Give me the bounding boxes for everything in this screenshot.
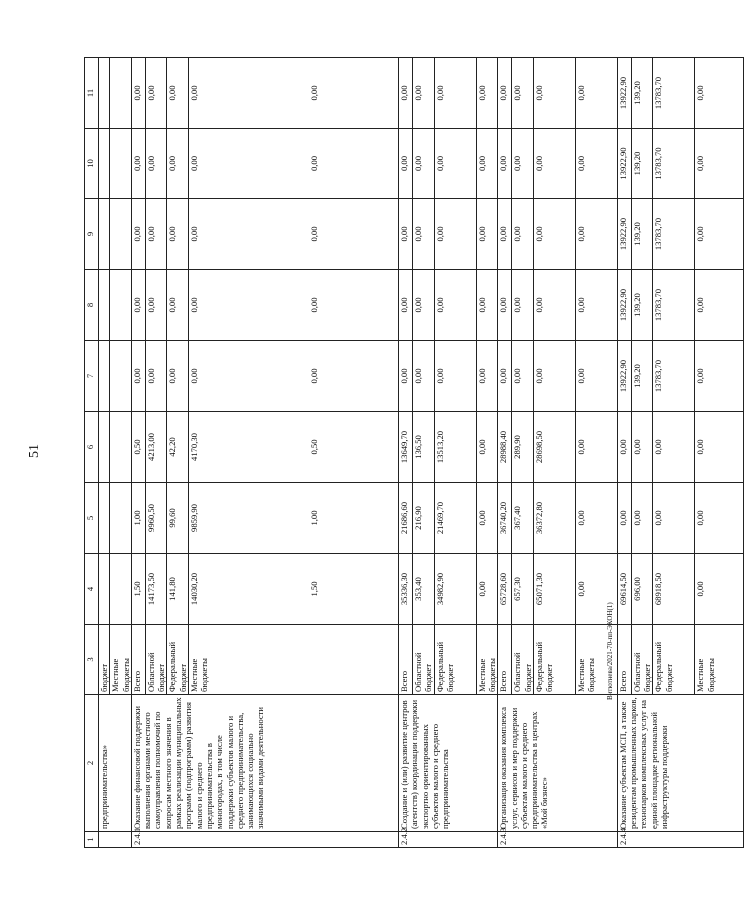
value-cell: 139,20 — [631, 270, 653, 341]
row-number: 2.4.4 — [617, 832, 744, 848]
value-cell: 0,00 — [695, 554, 744, 625]
header-cell: 5 — [85, 483, 99, 554]
funding-source: Всего — [617, 625, 631, 695]
value-text: 0,00 — [189, 226, 200, 242]
value-cell: 13783,70 — [653, 199, 695, 270]
value-cell — [99, 58, 110, 129]
value-cell: 0,00 — [167, 129, 189, 199]
value-cell — [99, 412, 110, 483]
row-description: Оказание субъектам МСП, а также резидентам промышленных парков, технопарков комплексных услуг на единой площадке региональной инфраструктуры поддержки — [617, 695, 744, 832]
value-cell: 0,50 — [131, 412, 145, 483]
value-cell: 0,00 — [498, 341, 512, 412]
value-cell: 0,00 — [617, 412, 631, 483]
value-cell: 0,00 — [131, 199, 145, 270]
value-cell: 36740,20 — [498, 483, 512, 554]
value-cell: 1,50 — [131, 554, 145, 625]
value-cell: 13783,70 — [653, 58, 695, 129]
funding-source: бюджет — [99, 625, 110, 695]
value-cell — [189, 58, 399, 129]
value-cell: 0,00 — [145, 199, 167, 270]
header-cell: 1 — [85, 832, 99, 848]
value-cell: 0,00 — [575, 129, 617, 199]
value-cell: 0,00 — [575, 554, 617, 625]
value-cell: 0,00 — [533, 129, 575, 199]
value-cell: 0,00 — [476, 270, 498, 341]
value-cell: 0,00 — [498, 129, 512, 199]
value-text: 0,00 — [189, 368, 200, 384]
value-cell: 35336,30 — [399, 554, 413, 625]
value-cell: 0,00 — [413, 341, 435, 412]
row-description: Оказание финансовой поддержки выполнения органами местного самоуправления полномочий по вопросам местного значения в рамках реализации муниципальных программ (подпрограмм) развития малого и среднего предпринимательства в моногородах, в том числе поддержки субъектов малого и среднего предпринимательства, занимающихся социально значимыми видами деятельности — [131, 695, 398, 832]
value-cell: 0,00 — [695, 270, 744, 341]
value-cell: 0,00 — [653, 412, 695, 483]
funding-source: Федеральный бюджет — [167, 625, 189, 695]
row-description: Организация оказания комплекса услуг, сервисов и мер поддержки субъектам малого и среднего предпринимательства в центрах «Мой бизнес» — [498, 695, 618, 832]
local-budget-value: 0,00 — [309, 85, 320, 101]
value-cell: 0,00 — [167, 341, 189, 412]
row-number — [99, 832, 132, 848]
value-cell: 65728,60 — [498, 554, 512, 625]
value-cell: 0,00 — [413, 58, 435, 129]
value-cell: 0,00 — [631, 483, 653, 554]
value-cell: 14173,50 — [145, 554, 167, 625]
value-cell: 0,00 — [145, 341, 167, 412]
value-cell: 0,00 — [476, 554, 498, 625]
row-number: 2.4.3 — [498, 832, 618, 848]
value-cell: 0,00 — [167, 270, 189, 341]
value-cell: 696,00 — [631, 554, 653, 625]
value-cell: 139,20 — [631, 199, 653, 270]
value-cell: 0,00 — [399, 341, 413, 412]
value-cell: 36372,80 — [533, 483, 575, 554]
value-cell: 0,00 — [413, 199, 435, 270]
value-cell: 0,00 — [575, 341, 617, 412]
value-cell: 0,00 — [533, 270, 575, 341]
value-cell: 216,90 — [413, 483, 435, 554]
local-budget-value: 1,50 — [309, 581, 320, 597]
value-cell: 0,00 — [498, 58, 512, 129]
value-cell: 139,20 — [631, 129, 653, 199]
value-cell: 0,00 — [512, 129, 534, 199]
value-cell — [99, 341, 110, 412]
value-cell: 0,00 — [695, 129, 744, 199]
value-cell: 0,00 — [575, 270, 617, 341]
value-text: 14030,20 — [189, 572, 200, 606]
value-cell: 99,60 — [167, 483, 189, 554]
value-cell: 0,00 — [512, 58, 534, 129]
local-budget-value: 0,00 — [309, 368, 320, 384]
value-cell — [99, 129, 110, 199]
value-cell: 34982,90 — [434, 554, 476, 625]
value-cell — [110, 129, 132, 199]
funding-source: Областной бюджет — [512, 625, 534, 695]
value-cell — [189, 129, 399, 199]
value-cell: 9960,50 — [145, 483, 167, 554]
row-number: 2.4.1 — [131, 832, 398, 848]
value-cell: 69614,50 — [617, 554, 631, 625]
value-text: 4170,30 — [189, 433, 200, 461]
value-cell: 4213,00 — [145, 412, 167, 483]
value-cell: 21686,60 — [399, 483, 413, 554]
value-cell: 0,00 — [476, 483, 498, 554]
value-cell — [189, 554, 399, 625]
value-cell: 65071,30 — [533, 554, 575, 625]
value-cell — [189, 412, 399, 483]
funding-source: Местные бюджеты — [695, 625, 744, 695]
value-cell — [110, 341, 132, 412]
value-cell: 13922,90 — [617, 199, 631, 270]
value-cell: 28988,40 — [498, 412, 512, 483]
header-cell: 11 — [85, 58, 99, 129]
table-row — [399, 58, 413, 848]
value-cell: 0,00 — [131, 270, 145, 341]
value-cell: 0,00 — [131, 129, 145, 199]
funding-source: Федеральный бюджет — [533, 625, 575, 695]
value-text: 0,00 — [189, 155, 200, 172]
row-number: 2.4.2 — [399, 832, 498, 848]
value-cell: 68918,50 — [653, 554, 695, 625]
value-cell — [99, 199, 110, 270]
value-cell: 0,00 — [498, 199, 512, 270]
table-row — [99, 58, 110, 848]
value-cell: 13649,70 — [399, 412, 413, 483]
value-cell: 367,40 — [512, 483, 534, 554]
value-cell: 0,00 — [145, 58, 167, 129]
header-cell: 3 — [85, 625, 99, 695]
value-cell: 0,00 — [434, 58, 476, 129]
value-cell: 0,00 — [575, 199, 617, 270]
header-cell: 8 — [85, 270, 99, 341]
header-row — [85, 58, 99, 848]
header-cell: 6 — [85, 412, 99, 483]
value-cell: 0,00 — [476, 199, 498, 270]
value-cell: 0,00 — [653, 483, 695, 554]
value-text: 0,00 — [189, 85, 200, 101]
value-cell — [189, 483, 399, 554]
funding-source: Федеральный бюджет — [434, 625, 476, 695]
table-row — [617, 58, 631, 848]
value-cell: 0,00 — [167, 58, 189, 129]
local-budget-value: 0,00 — [309, 297, 320, 313]
value-cell: 0,00 — [695, 199, 744, 270]
value-cell: 141,80 — [167, 554, 189, 625]
funding-source: Областной бюджет — [413, 625, 435, 695]
document-code: Витютнева/2021-70-пп-ЭКОН(1) — [606, 602, 614, 700]
value-cell: 0,00 — [476, 129, 498, 199]
table-row — [131, 58, 145, 848]
value-cell — [110, 199, 132, 270]
row-description: предпринимательства» — [99, 695, 132, 832]
value-cell: 0,00 — [476, 412, 498, 483]
value-cell: 0,00 — [533, 341, 575, 412]
value-cell: 13922,90 — [617, 58, 631, 129]
header-cell: 2 — [85, 695, 99, 832]
value-cell — [110, 554, 132, 625]
funding-source: Местные бюджеты — [575, 625, 617, 695]
value-cell: 0,00 — [476, 341, 498, 412]
funding-source: Областной бюджет — [145, 625, 167, 695]
value-cell: 0,00 — [145, 129, 167, 199]
funding-source: Местные бюджеты — [189, 625, 399, 695]
table-row — [498, 58, 512, 848]
value-cell: 0,00 — [575, 483, 617, 554]
funding-source: Всего — [498, 625, 512, 695]
value-cell: 13513,20 — [434, 412, 476, 483]
value-cell: 0,00 — [695, 483, 744, 554]
value-cell: 13783,70 — [653, 270, 695, 341]
value-cell — [99, 483, 110, 554]
value-cell: 1,00 — [131, 483, 145, 554]
value-cell: 0,00 — [695, 58, 744, 129]
value-cell: 0,00 — [575, 58, 617, 129]
value-cell: 13783,70 — [653, 341, 695, 412]
value-cell — [189, 199, 399, 270]
value-cell — [110, 58, 132, 129]
value-cell: 0,00 — [695, 412, 744, 483]
local-budget-value: 0,00 — [309, 226, 320, 242]
value-cell: 0,00 — [434, 270, 476, 341]
value-cell: 21469,70 — [434, 483, 476, 554]
funding-source: Местные бюджеты — [110, 625, 132, 695]
value-cell: 0,00 — [512, 270, 534, 341]
value-cell — [110, 412, 132, 483]
value-cell — [110, 270, 132, 341]
value-cell: 353,40 — [413, 554, 435, 625]
value-cell — [110, 483, 132, 554]
value-cell: 0,00 — [434, 199, 476, 270]
value-cell: 0,00 — [145, 270, 167, 341]
header-cell: 7 — [85, 341, 99, 412]
value-cell: 42,20 — [167, 412, 189, 483]
value-cell: 0,00 — [575, 412, 617, 483]
value-cell: 136,50 — [413, 412, 435, 483]
header-cell: 9 — [85, 199, 99, 270]
value-cell: 0,00 — [167, 199, 189, 270]
budget-table — [84, 57, 744, 848]
value-cell: 13922,90 — [617, 341, 631, 412]
funding-source: Всего — [131, 625, 145, 695]
value-cell: 0,00 — [631, 412, 653, 483]
value-cell: 0,00 — [512, 341, 534, 412]
value-cell: 0,00 — [434, 129, 476, 199]
value-cell — [189, 270, 399, 341]
funding-source: Федеральный бюджет — [653, 625, 695, 695]
value-text: 0,00 — [189, 297, 200, 313]
value-cell: 0,00 — [399, 129, 413, 199]
value-cell — [99, 554, 110, 625]
funding-source: Всего — [399, 625, 413, 695]
local-budget-value: 0,00 — [309, 155, 320, 172]
value-cell: 0,00 — [413, 129, 435, 199]
row-description: Создание и (или) развитие центров (агентств) координации поддержки экспортно ориентированных субъектов малого и среднего предпринимательства — [399, 695, 498, 832]
value-cell: 13922,90 — [617, 129, 631, 199]
value-cell: 657,30 — [512, 554, 534, 625]
value-cell: 0,00 — [512, 199, 534, 270]
value-cell: 0,00 — [399, 58, 413, 129]
local-budget-value: 0,50 — [309, 439, 320, 455]
value-cell: 0,00 — [695, 341, 744, 412]
value-cell: 139,20 — [631, 341, 653, 412]
value-cell: 0,00 — [476, 58, 498, 129]
value-cell: 0,00 — [399, 199, 413, 270]
value-cell: 0,00 — [533, 58, 575, 129]
value-cell: 0,00 — [399, 270, 413, 341]
value-cell: 0,00 — [617, 483, 631, 554]
page-number: 51 — [27, 444, 42, 458]
value-text: 9859,90 — [189, 504, 200, 532]
header-cell: 4 — [85, 554, 99, 625]
header-cell: 10 — [85, 129, 99, 199]
value-cell — [189, 341, 399, 412]
local-budget-value: 1,00 — [309, 510, 320, 526]
value-cell: 0,00 — [131, 58, 145, 129]
value-cell: 139,20 — [631, 58, 653, 129]
value-cell: 0,00 — [533, 199, 575, 270]
value-cell: 13922,90 — [617, 270, 631, 341]
value-cell: 0,00 — [413, 270, 435, 341]
value-cell: 0,00 — [498, 270, 512, 341]
value-cell: 13783,70 — [653, 129, 695, 199]
value-cell — [99, 270, 110, 341]
value-cell: 28698,50 — [533, 412, 575, 483]
value-cell: 289,90 — [512, 412, 534, 483]
value-cell: 0,00 — [131, 341, 145, 412]
value-cell: 0,00 — [434, 341, 476, 412]
funding-source: Областной бюджет — [631, 625, 653, 695]
funding-source: Местные бюджеты — [476, 625, 498, 695]
